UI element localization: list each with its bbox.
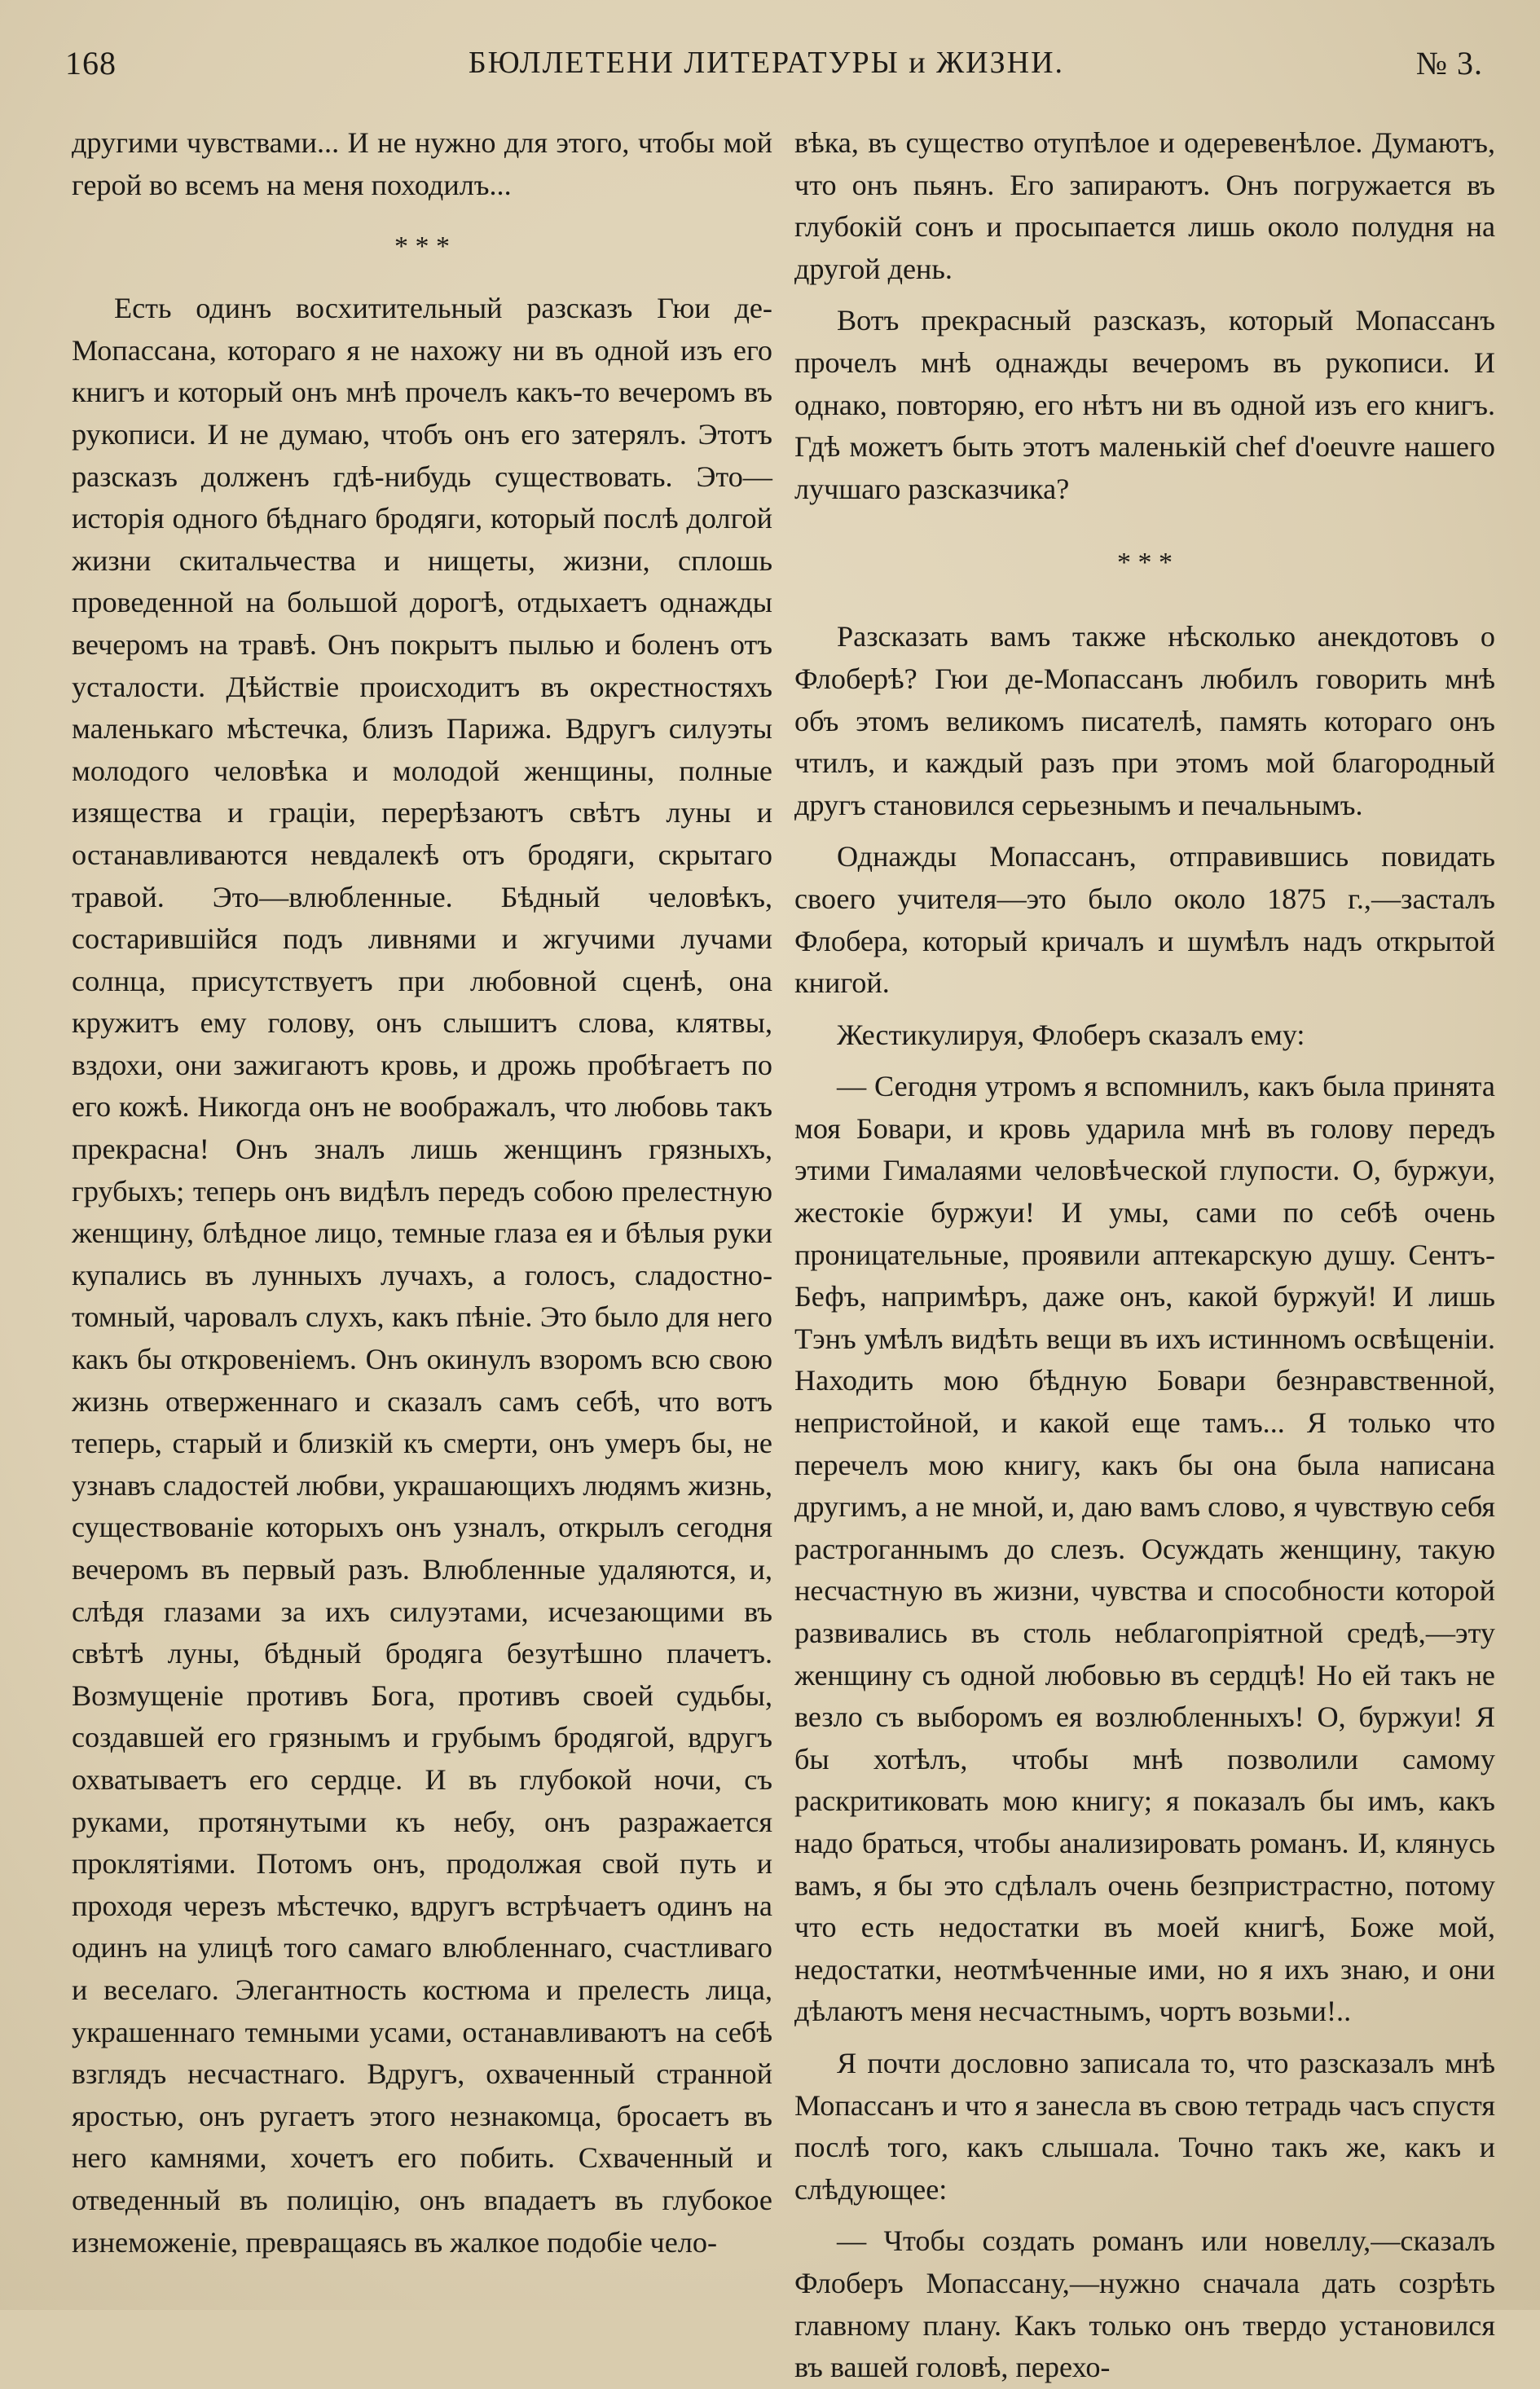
section-separator-2: * * * <box>1117 548 1173 579</box>
story-paragraph: Есть одинъ восхитительный разсказъ Гюи де-Мопассана, котораго я не нахожу ни въ одной изъ его книгъ и который онъ мнѣ прочелъ какъ-то вечеромъ въ рукописи. И не думаю, чтобъ онъ его затерялъ. Этотъ разсказъ долженъ гдѣ-нибудь существовать. Это—исторія одного бѣднаго бродяги, который послѣ долгой жизни скитальчества и нищеты, жизни, сплошь проведенной на большой дорогѣ, отдыхаетъ однажды вечеромъ на травѣ. Онъ покрытъ пылью и боленъ отъ усталости. Дѣйствіе происходитъ въ окрестностяхъ маленькаго мѣстечка, близъ Парижа. Вдругъ силуэты молодого человѣка и молодой женщины, полные изящества и граціи, перерѣзаютъ свѣтъ луны и останавливаются невдалекѣ отъ бродяги, скрытаго травой. Это—влюбленные. Бѣдный человѣкъ, состарившійся подъ ливнями и жгучими лучами солнца, присутствуетъ при любовной сценѣ, она кружитъ ему голову, онъ слышитъ слова, клятвы, вздохи, они зажигаютъ кровь, и дрожь пробѣгаетъ по его кожѣ. Никогда онъ не воображалъ, что любовь такъ прекрасна! Онъ зналъ лишь женщинъ грязныхъ, грубыхъ; теперь онъ видѣлъ передъ собою прелестную женщину, блѣдное лицо, темные глаза ея и бѣлыя руки купались въ лунныхъ лучахъ, а голосъ, сладостно-томный, чаровалъ слухъ, какъ пѣніе. Это было для него какъ бы откровеніемъ. Онъ окинулъ взоромъ всю свою жизнь отверженнаго и сказалъ самъ себѣ, что вотъ теперь, старый и близкій къ смерти, онъ умеръ бы, не узнавъ сладостей любви, украшающихъ людямъ жизнь, существованіе которыхъ онъ узналъ, открылъ сегодня вечеромъ въ первый разъ. Влюбленные удаляются, и, слѣдя глазами за ихъ силуэтами, исчезающими въ свѣтѣ луны, бѣдный бродяга безутѣшно плачетъ. Возмущеніе противъ Бога, противъ своей судьбы, создавшей его грязнымъ и грубымъ бродягой, вдругъ охватываетъ его сердце. И въ глубокой ночи, съ руками, протянутыми къ небу, онъ разражается проклятіями. Потомъ онъ, продолжая свой путь и проходя черезъ мѣстечко, вдругъ встрѣчаетъ одинъ на одинъ на улицѣ того самаго влюбленнаго, счастливаго и веселаго. Элегантность костюма и прелесть лица, украшеннаго темными усами, останавливаютъ на себѣ взглядъ несчастнаго. Вдругъ, охваченный странной яростью, онъ ругаетъ этого незнакомца, бросаетъ въ него камнями, хочетъ его побить. Схваченный и отведенный въ полицію, онъ впадаетъ въ глубокое изнеможеніе, превращаясь въ жалкое подобіе чело- <box>72 292 772 2259</box>
running-header <box>65 34 1483 91</box>
left-column <box>72 122 772 2264</box>
page-number: 168 <box>65 44 117 81</box>
visit-paragraph: Однажды Мопассанъ, отправившись повидать своего учителя—это было около 1875 г.,—засталъ Флобера, который кричалъ и шумѣлъ надъ открытой книгой. <box>794 840 1495 1000</box>
right-column <box>794 122 1495 2389</box>
story-summary-paragraph: Вотъ прекрасный разсказъ, который Мопассанъ прочелъ мнѣ однажды вечеромъ въ рукописи. И однако, повторяю, его нѣтъ ни въ одной изъ его книгъ. Гдѣ можетъ быть этотъ маленькій chef d'oeuvre нашего лучшаго разсказчика? <box>794 304 1495 505</box>
continuation-paragraph: вѣка, въ существо отупѣлое и одеревенѣлое. Думаютъ, что онъ пьянъ. Его запираютъ. Онъ погружается въ глубокій сонъ и просыпается лишь около полудня на другой день. <box>794 126 1495 285</box>
novel-advice-paragraph: — Чтобы создать романъ или новеллу,—сказалъ Флоберъ Мопассану,—нужно сначала дать созрѣть главному плану. Какъ только онъ твердо установился въ вашей головѣ, перехо- <box>794 2224 1495 2384</box>
intro-paragraph: другими чувствами... И не нужно для этого, чтобы мой герой во всемъ на меня походилъ... <box>72 126 772 201</box>
journal-title: БЮЛЛЕТЕНИ ЛИТЕРАТУРЫ и ЖИЗНИ. <box>468 46 1065 80</box>
section-separator: * * * <box>394 231 450 262</box>
notes-paragraph: Я почти дословно записала то, что разсказалъ мнѣ Мопассанъ и что я занесла въ свою тетрадь часъ спустя послѣ того, какъ слышала. Точно такъ же, какъ и слѣдующее: <box>794 2046 1495 2206</box>
gesture-paragraph: Жестикулируя, Флоберъ сказалъ ему: <box>837 1018 1305 1051</box>
issue-number: № 3. <box>1415 44 1483 81</box>
flaubert-intro-paragraph: Разсказать вамъ также нѣсколько анекдотовъ о Флоберѣ? Гюи де-Мопассанъ любилъ говорить мнѣ объ этомъ великомъ писателѣ, память котораго онъ чтилъ, и каждый разъ при этомъ мой благородный другъ становился серьезнымъ и печальнымъ. <box>794 620 1495 821</box>
flaubert-speech-paragraph: — Сегодня утромъ я вспомнилъ, какъ была принята моя Бовари, и кровь ударила мнѣ въ голову передъ этими Гималаями человѣческой глупости. О, буржуи, жестокіе буржуи! И умы, сами по себѣ очень проницательные, проявили аптекарскую душу. Сентъ-Бефъ, напримѣръ, даже онъ, какой буржуй! И лишь Тэнъ умѣлъ видѣть вещи въ ихъ истинномъ освѣщеніи. Находить мою бѣдную Бовари безнравственной, непристойной, и какой еще тамъ... Я только что перечелъ мою книгу, какъ бы она была написана другимъ, а не мной, и, даю вамъ слово, я чувствую себя растроганнымъ до слезъ. Осуждать женщину, такую несчастную въ жизни, чувства и способности которой развивались въ столь неблагопріятной средѣ,—эту женщину съ одной любовью въ сердцѣ! Но ей такъ не везло съ выборомъ ея возлюбленныхъ! О, буржуи! Я бы хотѣлъ, чтобы мнѣ позволили самому раскритиковать мою книгу; я показалъ бы имъ, какъ надо браться, чтобы анализировать романъ. И, клянусь вамъ, я бы это сдѣлалъ очень безпристрастно, потому что есть недостатки въ моей книгѣ, Боже мой, недостатки, неотмѣченные ими, но я ихъ знаю, и они дѣлаютъ меня несчастнымъ, чортъ возьми!.. <box>794 1070 1495 2028</box>
